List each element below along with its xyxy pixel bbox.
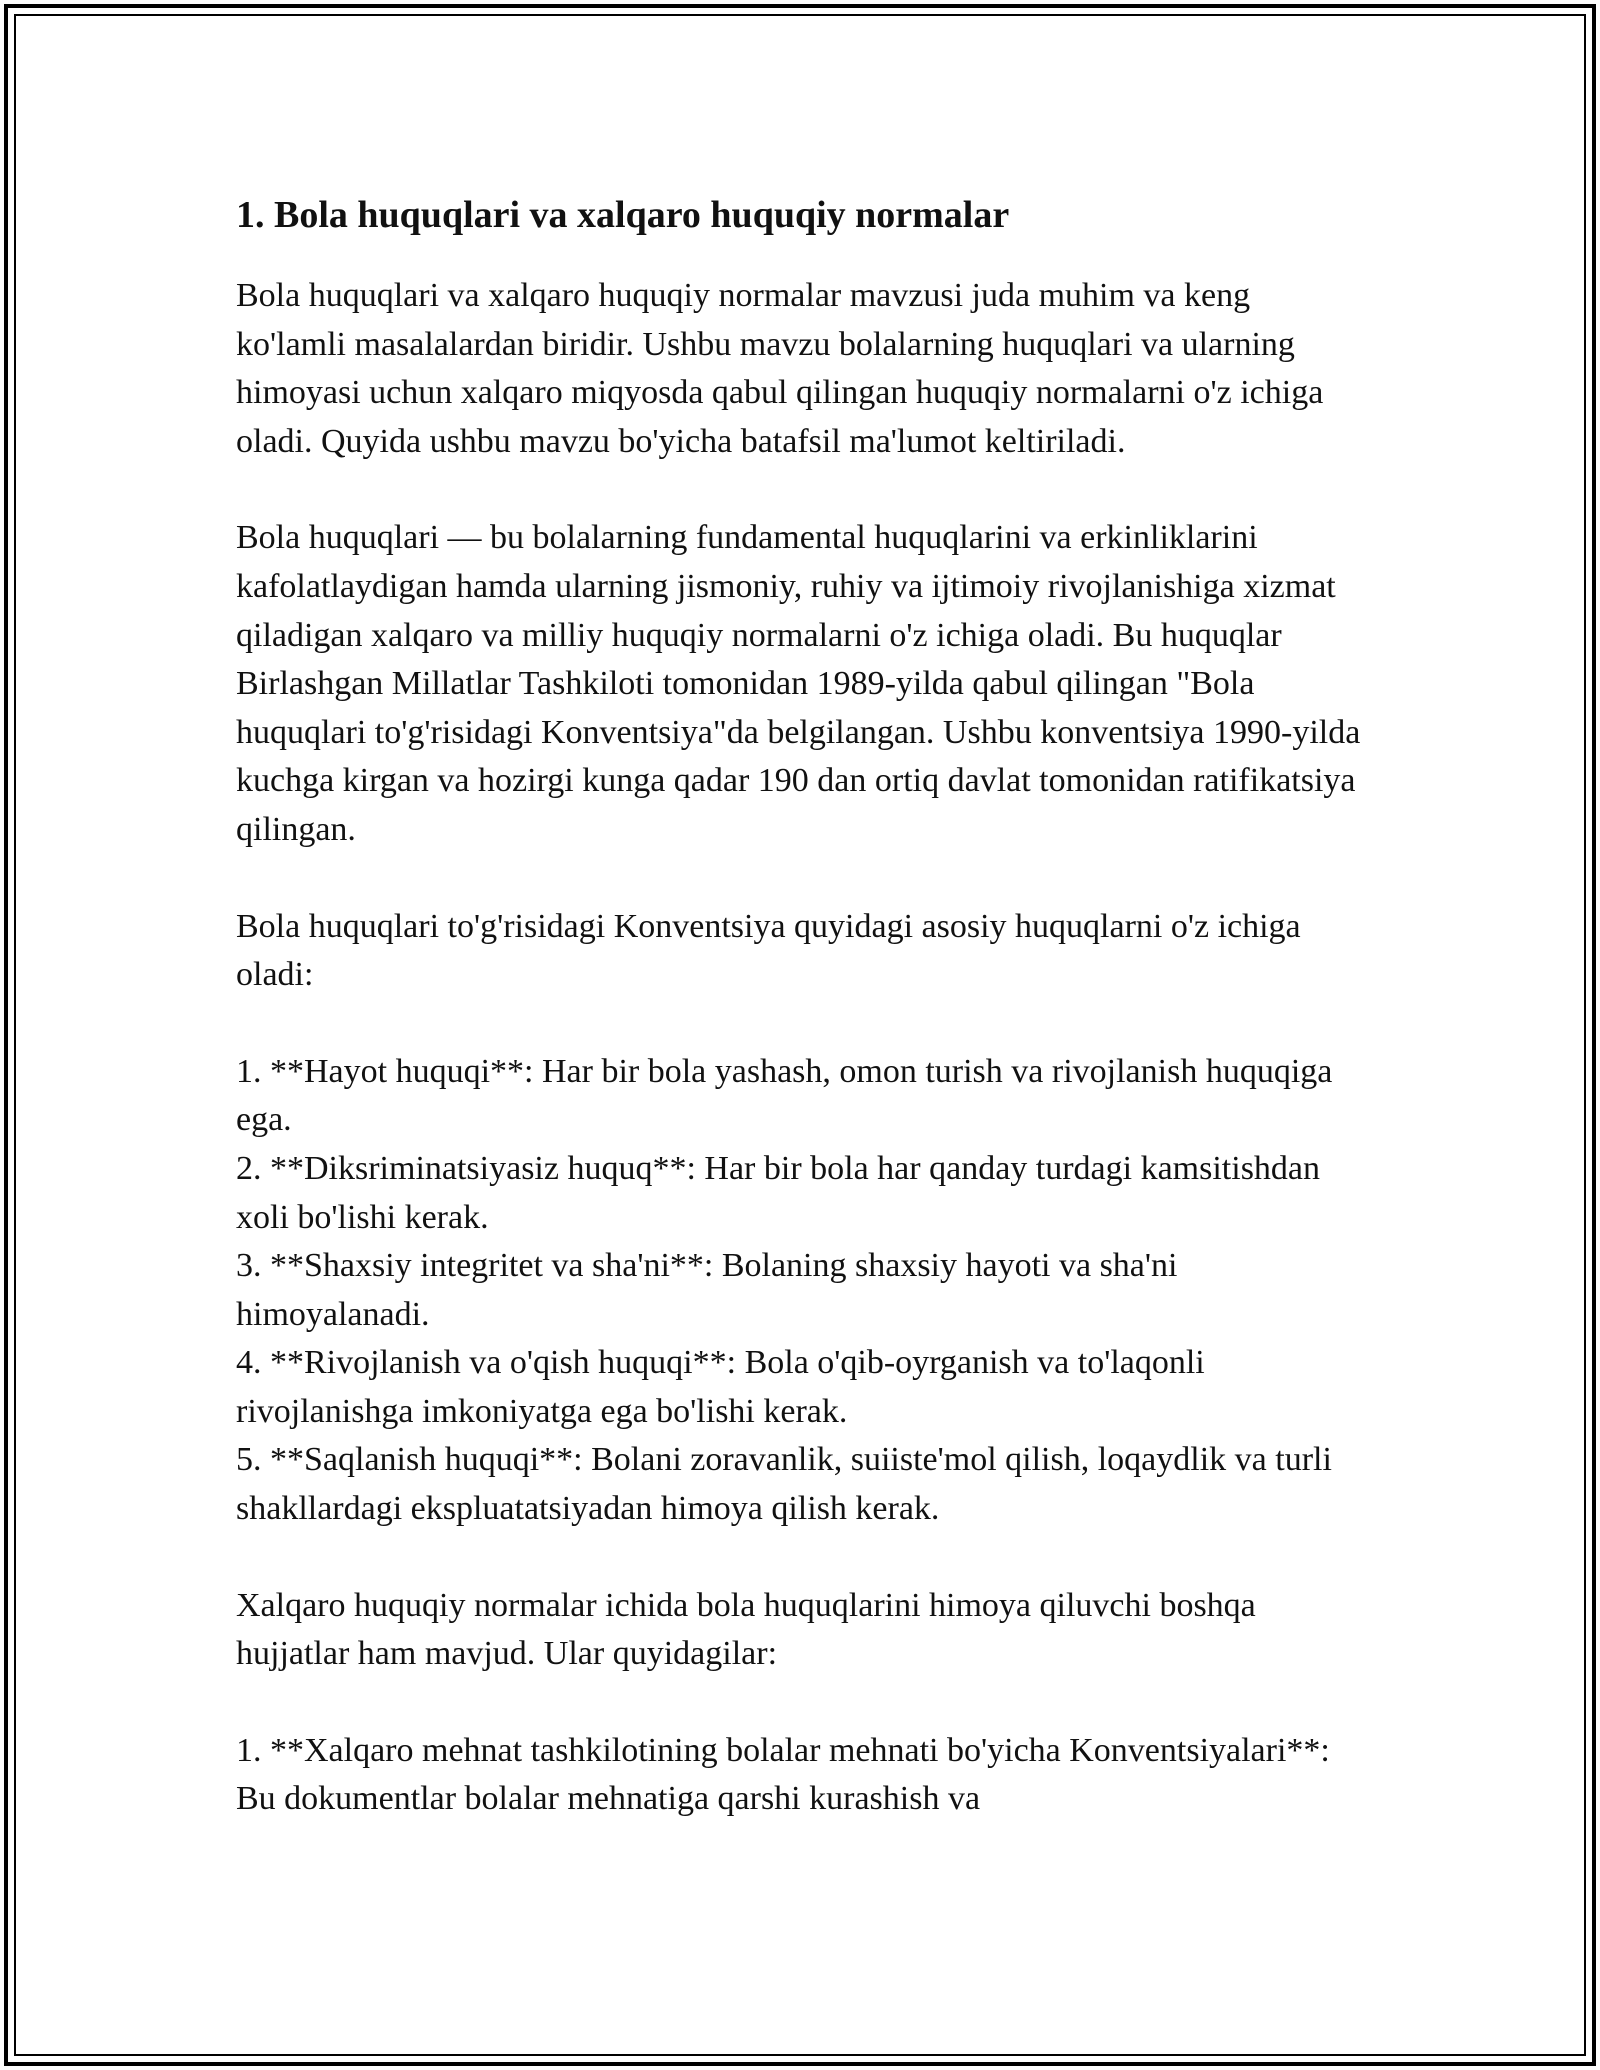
- convention-intro-paragraph: Bola huquqlari to'g'risidagi Konventsiya quyidagi asosiy huquqlarni o'z ichiga oladi:: [236, 907, 1301, 994]
- other-documents-paragraph: Xalqaro huquqiy normalar ichida bola huquqlarini himoya qiluvchi boshqa hujjatlar ham mavjud. Ular quyidagilar:: [236, 1586, 1256, 1673]
- documents-list: [236, 1727, 1366, 1824]
- list-item: 1. **Xalqaro mehnat tashkilotining bolalar mehnati bo'yicha Konventsiyalari**: Bu dokumentlar bolalar mehnatiga qarshi kurashish va: [236, 1731, 1330, 1818]
- section-heading: 1. Bola huquqlari va xalqaro huquqiy normalar: [236, 194, 1010, 236]
- definition-paragraph: Bola huquqlari — bu bolalarning fundamental huquqlarini va erkinliklarini kafolatlaydigan hamda ularning jismoniy, ruhiy va ijtimoiy rivojlanishiga xizmat qiladigan xalqaro va milliy huquqiy normalarni o'z ichiga oladi. Bu huquqlar Birlashgan Millatlar Tashkiloti tomonidan 1989-yilda qabul qilingan "Bola huquqlari to'g'risidagi Konventsiya"da belgilangan. Ushbu konventsiya 1990-yilda kuchga kirgan va hozirgi kunga qadar 190 dan ortiq davlat tomonidan ratifikatsiya qilingan.: [236, 519, 1361, 848]
- document-body: [236, 188, 1366, 1872]
- list-item: 4. **Rivojlanish va o'qish huquqi**: Bola o'qib-oyrganish va to'laqonli rivojlanishga imkoniyatga ega bo'lishi kerak.: [236, 1344, 1205, 1430]
- list-item: 2. **Diksriminatsiyasiz huquq**: Har bir bola har qanday turdagi kamsitishdan xoli bo'lishi kerak.: [236, 1149, 1321, 1236]
- list-item: 5. **Saqlanish huquqi**: Bolani zoravanlik, suiiste'mol qilish, loqaydlik va turli shakllardagi ekspluatatsiyadan himoya qilish kerak.: [236, 1441, 1332, 1528]
- intro-paragraph: Bola huquqlari va xalqaro huquqiy normalar mavzusi juda muhim va keng ko'lamli masalalardan biridir. Ushbu mavzu bolalarning huquqlari va ularning himoyasi uchun xalqaro miqyosda qabul qilingan huquqiy normalarni o'z ichiga oladi. Quyida ushbu mavzu bo'yicha batafsil ma'lumot keltiriladi.: [236, 277, 1324, 460]
- list-item: 3. **Shaxsiy integritet va sha'ni**: Bolaning shaxsiy hayoti va sha'ni himoyalanadi.: [236, 1247, 1178, 1333]
- rights-list: [236, 1048, 1366, 1534]
- list-item: 1. **Hayot huquqi**: Har bir bola yashash, omon turish va rivojlanish huquqiga ega.: [236, 1052, 1333, 1139]
